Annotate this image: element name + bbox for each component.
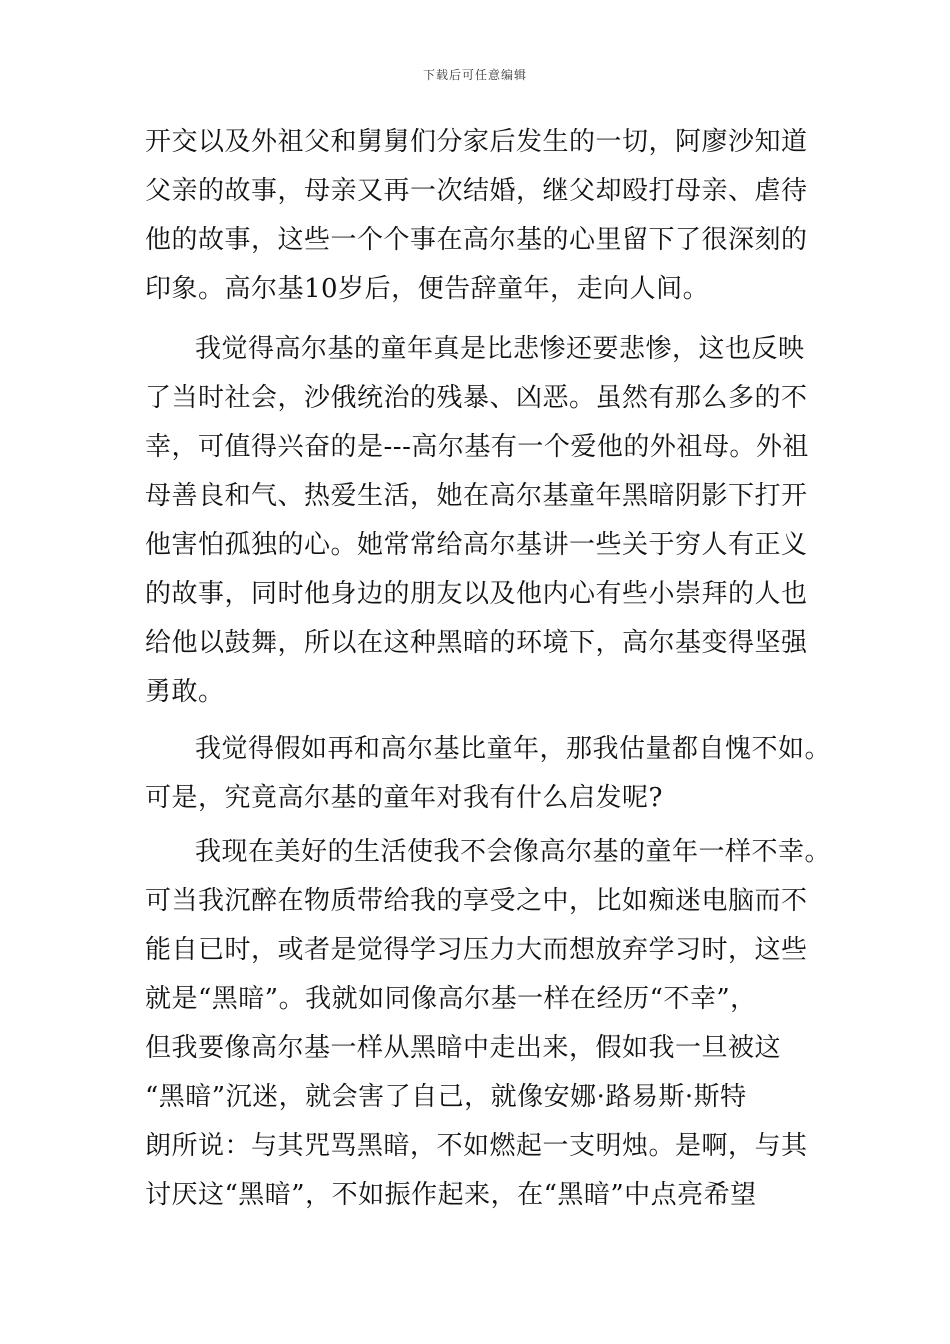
text-line: 母善良和气、热爱生活，她在高尔基童年黑暗阴影下打开: [145, 481, 808, 511]
text-line: 讨厌这“黑暗”，不如振作起来，在“黑暗”中点亮希望: [145, 1180, 757, 1210]
text-line: 能自已时，或者是觉得学习压力大而想放弃学习时，这些: [145, 935, 808, 965]
text-line: 开交以及外祖父和舅舅们分家后发生的一切，阿廖沙知道: [145, 127, 808, 157]
text-line: 他害怕孤独的心。她常常给高尔基讲一些关于穷人有正义: [145, 530, 808, 560]
text-line: 但我要像高尔基一样从黑暗中走出来，假如我一旦被这: [145, 1033, 782, 1063]
text-line: 他的故事，这些一个个事在高尔基的心里留下了很深刻的: [145, 225, 808, 255]
text-line: 可当我沉醉在物质带给我的享受之中，比如痴迷电脑而不: [145, 886, 808, 916]
text-line: 我现在美好的生活使我不会像高尔基的童年一样不幸。: [195, 837, 832, 867]
text-line: 幸，可值得兴奋的是---高尔基有一个爱他的外祖母。外祖: [145, 432, 809, 462]
text-line: 给他以鼓舞，所以在这种黑暗的环境下，高尔基变得坚强: [145, 628, 808, 658]
text-line: 印象。高尔基10岁后，便告辞童年，走向人间。: [145, 274, 710, 304]
text-line: 我觉得高尔基的童年真是比悲惨还要悲惨，这也反映: [195, 334, 805, 364]
page-header: 下载后可任意编辑: [422, 68, 527, 82]
text-line: 父亲的故事，母亲又再一次结婚，继父却殴打母亲、虐待: [145, 176, 808, 206]
text-line: 可是，究竟高尔基的童年对我有什么启发呢?: [145, 783, 663, 813]
text-line: “黑暗”沉迷，就会害了自己，就像安娜·路易斯·斯特: [145, 1082, 747, 1112]
text-line: 我觉得假如再和高尔基比童年，那我估量都自愧不如。: [195, 734, 832, 764]
text-line: 的故事，同时他身边的朋友以及他内心有些小崇拜的人也: [145, 579, 808, 609]
text-line: 就是“黑暗”。我就如同像高尔基一样在经历“不幸”，: [145, 984, 757, 1014]
text-line: 勇敢。: [145, 677, 225, 707]
text-line: 朗所说：与其咒骂黑暗，不如燃起一支明烛。是啊，与其: [145, 1131, 808, 1161]
text-line: 了当时社会，沙俄统治的残暴、凶恶。虽然有那么多的不: [145, 383, 808, 413]
